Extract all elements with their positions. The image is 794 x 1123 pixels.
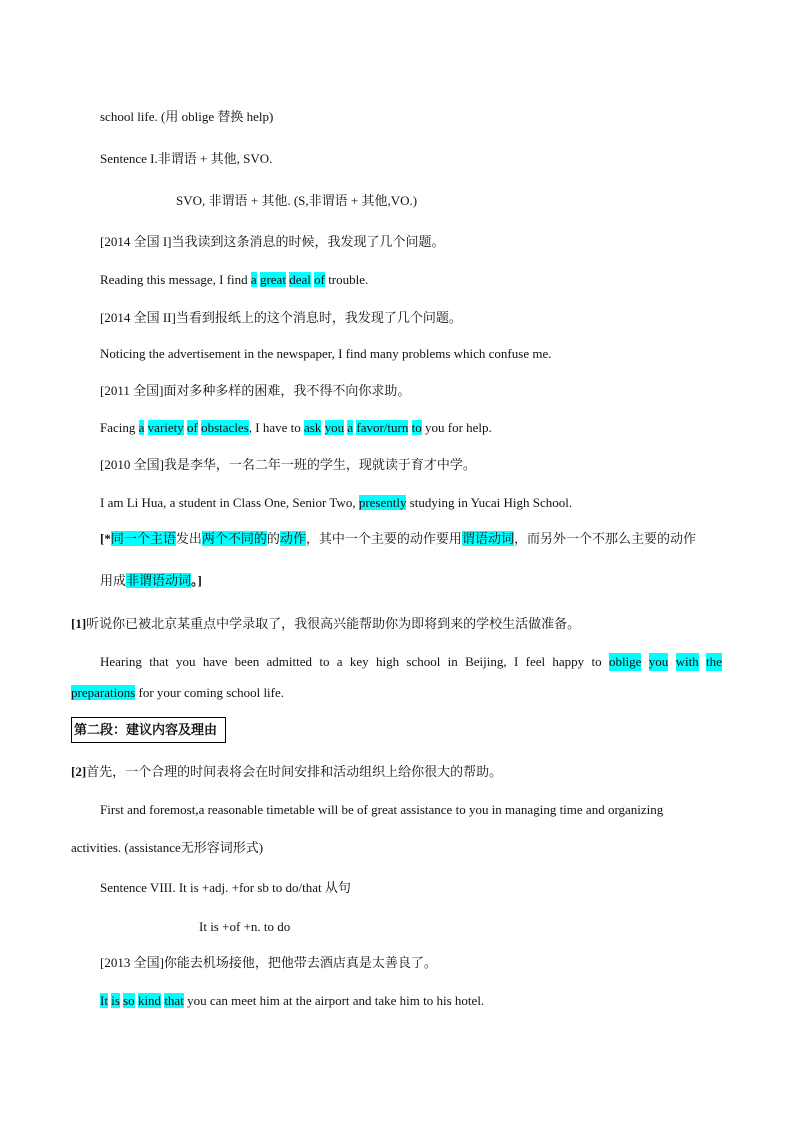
highlight: ask — [304, 420, 322, 435]
text-line: Sentence VIII. It is +adj. +for sb to do/that 从句 — [100, 880, 351, 895]
section-heading: 第二段：建议内容及理由 — [71, 717, 226, 743]
highlight: a — [250, 272, 257, 287]
highlight: obstacles — [201, 420, 249, 435]
text-line — [100, 992, 484, 1010]
word: to — [319, 654, 330, 669]
highlight: preparations — [71, 685, 136, 700]
highlight: 动作 — [279, 531, 306, 546]
word: high — [375, 654, 400, 669]
text: 的 — [266, 531, 280, 546]
word: been — [234, 654, 260, 669]
text-line: Sentence I.非谓语 + 其他, SVO. — [100, 151, 273, 166]
word: school — [406, 654, 441, 669]
text-line: [2014 全国 I]当我读到这条消息的时候，我发现了几个问题。 — [100, 234, 445, 249]
text-line — [100, 419, 492, 437]
word: you — [176, 654, 196, 669]
text: 首先，一个合理的时间表将会在时间安排和活动组织上给你很大的帮助。 — [86, 764, 503, 779]
highlight: 两个不同的 — [201, 531, 267, 546]
text: you can meet him at the airport and take him to his hotel. — [183, 993, 485, 1008]
highlight: with — [675, 654, 699, 669]
text-line: It is +of +n. to do — [199, 919, 291, 934]
text: I am Li Hua, a student in Class One, Senior Two, — [100, 495, 359, 510]
text: [1] — [71, 616, 87, 631]
word: that — [149, 654, 169, 669]
highlight: oblige — [608, 654, 642, 669]
highlight: a — [138, 420, 145, 435]
text: [2] — [71, 764, 87, 779]
text-line: [2010 全国]我是李华，一名二年一班的学生，现就读于育才中学。 — [100, 457, 476, 472]
text-line: activities. (assistance无形容词形式) — [71, 840, 264, 855]
word: Hearing — [100, 654, 142, 669]
highlight: kind — [137, 993, 162, 1008]
text: ，而另外一个不那么主要的动作 — [513, 531, 696, 546]
text-line — [71, 615, 580, 633]
text-line — [71, 684, 284, 702]
text: Facing — [100, 420, 139, 435]
word: feel — [525, 654, 546, 669]
text: trouble. — [324, 272, 369, 287]
word: Beijing, — [465, 654, 507, 669]
highlight: you — [324, 420, 345, 435]
word: a — [336, 654, 343, 669]
text-line: Noticing the advertisement in the newspaper, I find many problems which confuse me. — [100, 346, 552, 361]
text: Reading this message, I find — [100, 272, 251, 287]
word: have — [202, 654, 228, 669]
text-line: school life. (用 oblige 替换 help) — [100, 109, 274, 124]
highlight: the — [706, 654, 722, 669]
word: happy — [552, 654, 585, 669]
highlight: presently — [358, 495, 407, 510]
text-line: [2014 全国 II]当看到报纸上的这个消息时，我发现了几个问题。 — [100, 310, 462, 325]
text-line: [2011 全国]面对多种多样的困难，我不得不向你求助。 — [100, 383, 411, 398]
highlight: 同一个主语 — [110, 531, 176, 546]
text-line — [100, 271, 368, 289]
text: for your coming school life. — [135, 685, 285, 700]
highlight: of — [314, 272, 325, 287]
highlight: you — [648, 654, 669, 669]
text: [* — [100, 531, 111, 546]
highlight: favor/turn — [356, 420, 409, 435]
text-line — [100, 653, 722, 671]
text: 听说你已被北京某重点中学录取了，我很高兴能帮助你为即将到来的学校生活做准备。 — [86, 616, 581, 631]
note-line — [100, 530, 696, 548]
text: , I have to — [248, 420, 304, 435]
text-line — [71, 763, 502, 781]
word: key — [349, 654, 369, 669]
word: to — [591, 654, 602, 669]
highlight: It — [100, 993, 108, 1008]
text: 发出 — [175, 531, 202, 546]
text: 。] — [191, 573, 202, 588]
highlight: so — [123, 993, 135, 1008]
highlight: a — [347, 420, 354, 435]
text: ，其中一个主要的动作要用 — [305, 531, 462, 546]
text-line — [100, 494, 572, 512]
text: studying in Yucai High School. — [406, 495, 573, 510]
word: admitted — [266, 654, 313, 669]
highlight: 非谓语动词 — [126, 573, 192, 588]
text: you for help. — [421, 420, 492, 435]
highlight: of — [187, 420, 198, 435]
word: I — [513, 654, 519, 669]
highlight: to — [411, 420, 422, 435]
text-line: SVO, 非谓语 + 其他. (S,非谓语 + 其他,VO.) — [176, 193, 418, 208]
text-line: First and foremost,a reasonable timetable will be of great assistance to you in managing time and organizing — [100, 802, 664, 817]
text: 用成 — [100, 573, 127, 588]
highlight: 谓语动词 — [461, 531, 514, 546]
text-line: [2013 全国]你能去机场接他，把他带去酒店真是太善良了。 — [100, 955, 437, 970]
highlight: variety — [147, 420, 184, 435]
highlight: is — [111, 993, 120, 1008]
highlight: deal — [289, 272, 311, 287]
highlight: great — [259, 272, 286, 287]
word: in — [447, 654, 458, 669]
note-line — [100, 572, 202, 590]
highlight: that — [164, 993, 184, 1008]
